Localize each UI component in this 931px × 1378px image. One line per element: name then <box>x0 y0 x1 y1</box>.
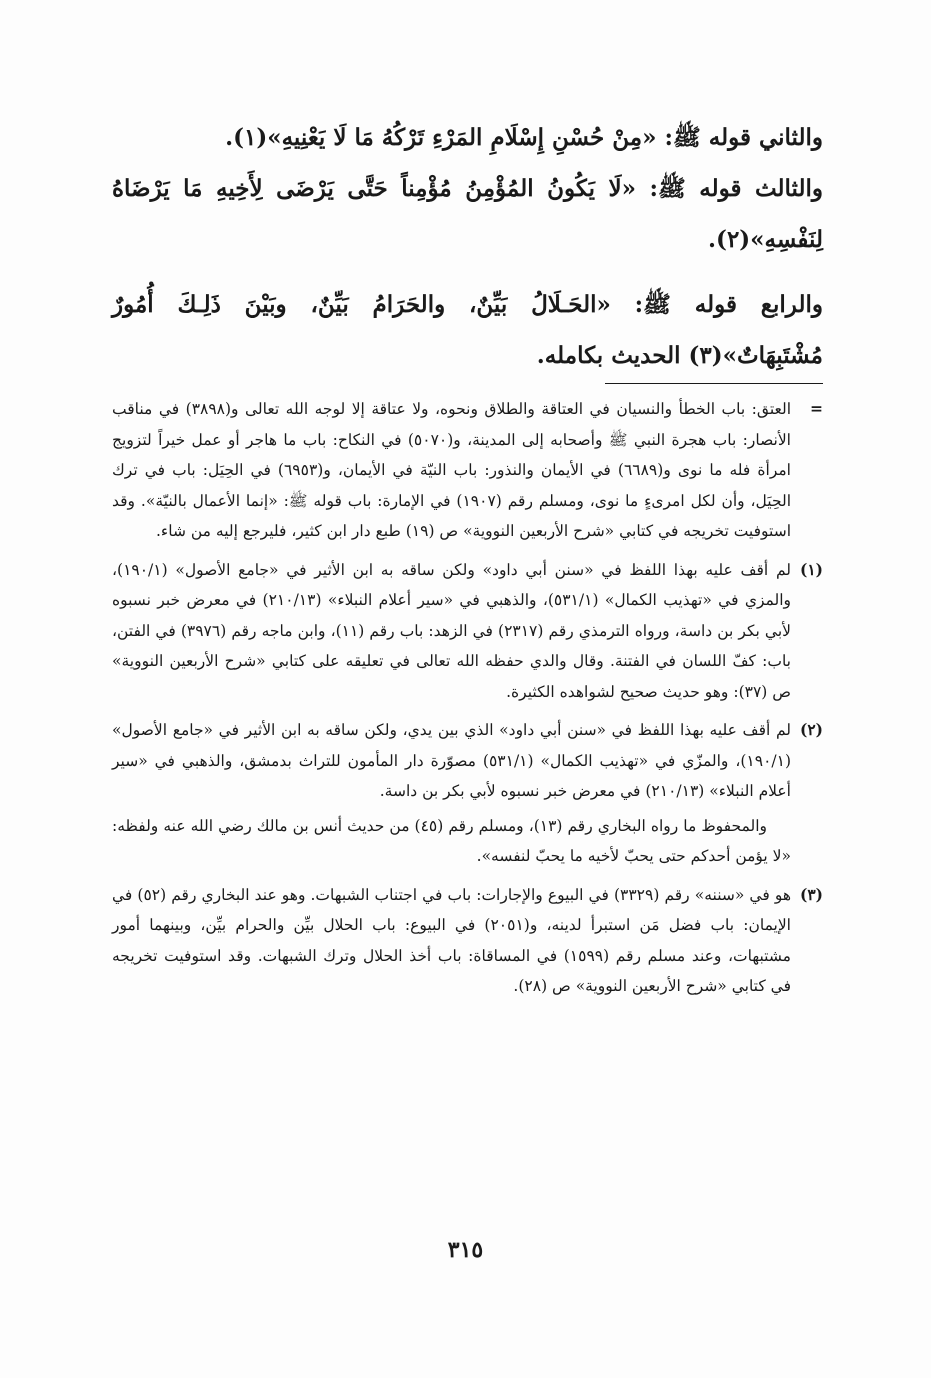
footnote-marker: = <box>810 399 823 418</box>
page-number: ٣١٥ <box>447 1237 484 1263</box>
footnote-text: لم أقف عليه بهذا اللفظ في «سنن أبي داود» ولكن ساقه به ابن الأثير في «جامع الأصول» (١٩٠/١)، والمزي في «تهذيب الكمال» (٥٣١/١)، والذهبي في «سير أعلام النبلاء» (٢١٠/١٣) في معرض خبر نسبوه لأبي بكر بن داسة، ورواه الترمذي رقم (٢٣١٧) في الزهد: باب رقم (١١)، وابن ماجه رقم (٣٩٧٦) في الفتن، باب: كفّ اللسان في الفتنة. وقال والدي حفظه الله تعالى في تعليقه على كتابي «شرح الأربعين النووية» ص (٣٧): وهو حديث صحيح لشواهده الكثيرة. <box>112 560 791 701</box>
footnote-1 <box>112 555 823 708</box>
footnote-text: لم أقف عليه بهذا اللفظ في «سنن أبي داود» الذي بين يدي، ولكن ساقه به ابن الأثير في «جامع الأصول» (١٩٠/١)، والمزّي في «تهذيب الكمال» (٥٣١/١) مصوّرة دار المأمون للتراث بدمشق، والذهبي في «سير أعلام النبلاء» (٢١٠/١٣) في معرض خبر نسبوه لأبي بكر بن داسة. <box>112 721 792 800</box>
footnote-2-continued <box>112 811 823 872</box>
footnote-continuation <box>112 394 823 547</box>
footnote-marker: (٢) <box>799 720 823 739</box>
main-text <box>112 112 823 381</box>
footnote-text: هو في «سننه» رقم (٣٣٢٩) في البيوع والإجارات: باب في اجتناب الشبهات. وهو عند البخاري رقم (٥٢) في الإيمان: باب فضل مَن استبرأ لدينه، و(٢٠٥١) في البيوع: باب الحلال بيِّن والحرام بيِّن، وبينهما أمور مشتبهات، وعند مسلم رقم (١٥٩٩) في المساقاة: باب أخذ الحلال وترك الشبهات. وقد استوفيت تخريجه في كتابي «شرح الأربعين النووية» ص (٢٨). <box>112 885 792 995</box>
footnote-2 <box>112 715 823 807</box>
footnotes <box>112 394 823 1002</box>
paragraph-fourth-hadith: والرابع قوله ﷺ: «الحَـلَالُ بَيِّنٌ، والحَرَامُ بَيِّنٌ، وبَيْنَ ذَلِـكَ أُمُورٌ مُشْتَبِهَاتٌ»(٣) الحديث بكامله. <box>112 291 823 369</box>
footnote-separator <box>605 383 823 384</box>
footnote-3 <box>112 880 823 1002</box>
footnote-marker: (٣) <box>799 884 823 904</box>
paragraph-second-hadith: والثاني قوله ﷺ: «مِنْ حُسْنِ إِسْلَامِ المَرْءِ تَرْكُهُ مَا لَا يَعْنِيهِ»(١). <box>225 124 823 151</box>
footnote-text: العتق: باب الخطأ والنسيان في العتاقة والطلاق ونحوه، ولا عتاقة إلا لوجه الله تعالى و(٣٨٩٨) في مناقب الأنصار: باب هجرة النبي ﷺ وأصحابه إلى المدينة، و(٥٠٧٠) في النكاح: باب ما هاجر أو عمل خيراً لتزويج امرأة فله ما نوى و(٦٦٨٩) في الأيمان والنذور: باب النيّة في الأيمان، و(٦٩٥٣) في الحِيَل: باب في ترك الحِيَل، وأن لكل امرىءٍ ما نوى، ومسلم رقم (١٩٠٧) في الإمارة: باب قوله ﷺ: «إنما الأعمال بالنيّة». وقد استوفيت تخريجه في كتابي «شرح الأربعين النووية» ص (١٩) طبع دار ابن كثير، فليرجع إليه من شاء. <box>112 400 792 540</box>
paragraph-third-hadith: والثالث قوله ﷺ: «لَا يَكُونُ المُؤْمِنُ مُؤْمِناً حَتَّى يَرْضَى لِأَخِيهِ مَا يَرْضَاهُ لِنَفْسِهِ»(٢). <box>112 175 823 253</box>
footnote-text: والمحفوظ ما رواه البخاري رقم (١٣)، ومسلم رقم (٤٥) من حديث أنس بن مالك رضي الله عنه ولفظه: «لا يؤمن أحدكم حتى يحبّ لأخيه ما يحبّ لنفسه». <box>112 816 791 865</box>
footnote-marker: (١) <box>799 559 823 579</box>
